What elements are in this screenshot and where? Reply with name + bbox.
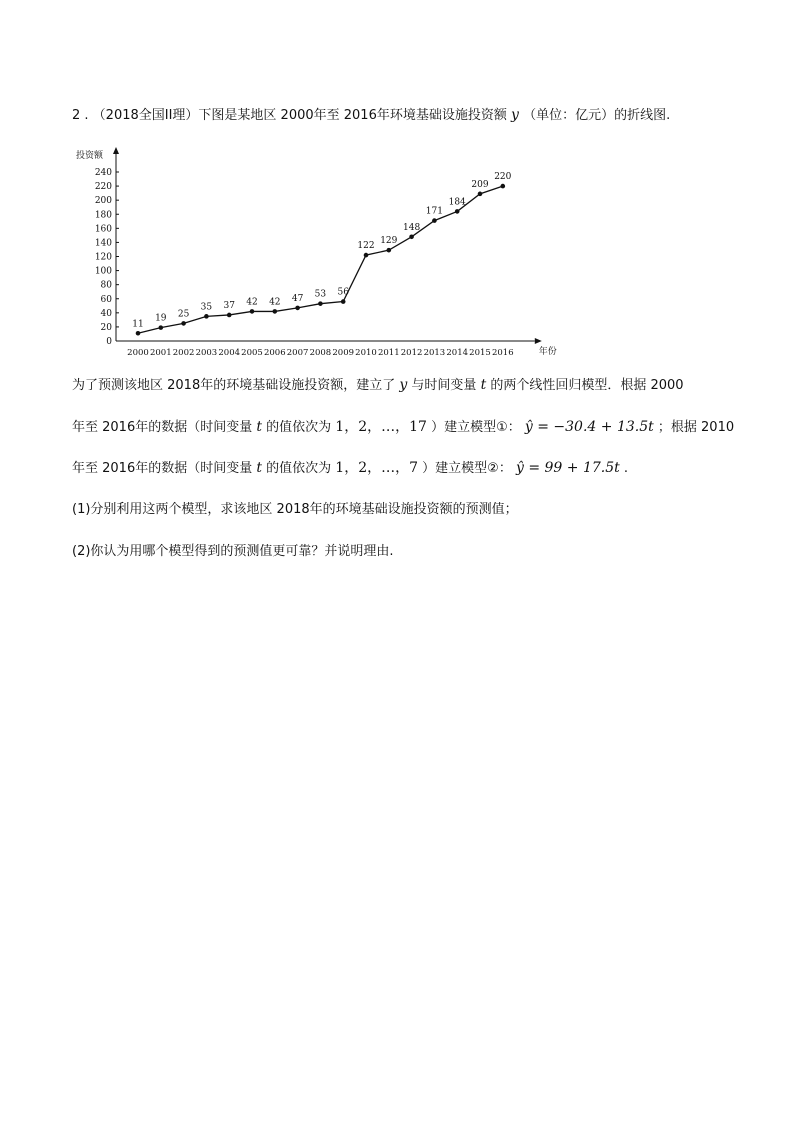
sequence-1-7: 1，2，…，7 — [335, 460, 419, 476]
y-tick-label: 100 — [94, 266, 112, 277]
data-point — [341, 299, 346, 304]
variable-t: t — [256, 460, 262, 476]
data-point — [181, 321, 186, 326]
problem-line-3-text-d: ；根据 2010 — [657, 420, 735, 435]
data-label: 122 — [357, 241, 375, 252]
data-label: 209 — [471, 179, 489, 190]
data-point — [409, 234, 414, 239]
problem-line-1-text-a: 2 . （2018全国II理）下图是某地区 2000年至 2016年环境基础设施投资额 — [72, 108, 507, 123]
y-tick-label: 200 — [94, 196, 112, 207]
data-label: 25 — [177, 309, 190, 320]
x-tick-label: 2006 — [263, 348, 286, 358]
problem-line-2-text-b: 与时间变量 — [411, 378, 477, 393]
problem-line-3-text-b: 的值依次为 — [266, 420, 332, 435]
x-tick-label: 2011 — [377, 348, 400, 358]
y-tick-label: 220 — [94, 182, 112, 193]
data-label: 129 — [380, 236, 398, 247]
x-tick-label: 2015 — [469, 348, 491, 358]
variable-t: t — [256, 419, 262, 435]
question-1: (1)分别利用这两个模型，求该地区 2018年的环境基础设施投资额的预测值； — [72, 502, 518, 517]
question-2: (2)你认为用哪个模型得到的预测值更可靠？并说明理由. — [72, 544, 394, 559]
data-label: 19 — [155, 313, 167, 324]
x-tick-label: 2014 — [446, 348, 469, 358]
problem-line-3-text-a: 年至 2016年的数据（时间变量 — [72, 420, 253, 435]
data-label: 47 — [291, 293, 304, 304]
x-tick-label: 2002 — [172, 348, 195, 358]
data-label: 11 — [132, 319, 144, 330]
y-tick-label: 240 — [94, 168, 112, 178]
problem-line-1-text-b: （单位：亿元）的折线图. — [523, 108, 671, 123]
problem-line-3 — [72, 418, 734, 437]
series-line — [138, 186, 503, 333]
problem-line-4 — [72, 459, 628, 478]
y-tick-label: 180 — [94, 210, 112, 221]
data-point — [295, 306, 300, 311]
data-label: 171 — [425, 206, 443, 217]
model-2-formula: ŷ = 99 + 17.5t — [515, 460, 620, 476]
problem-line-1 — [72, 106, 670, 125]
y-tick-label: 120 — [94, 252, 112, 263]
y-tick-label: 140 — [94, 238, 112, 249]
data-point — [432, 218, 437, 223]
x-tick-label: 2012 — [400, 348, 423, 358]
sequence-1-17: 1，2，…，17 — [335, 419, 427, 435]
data-label: 148 — [403, 222, 421, 233]
x-tick-label: 2016 — [491, 348, 514, 358]
variable-y: y — [399, 377, 408, 393]
data-point — [364, 253, 369, 258]
x-tick-label: 2010 — [355, 348, 377, 358]
data-label: 56 — [337, 287, 349, 298]
investment-line-chart — [70, 142, 557, 358]
variable-t: t — [480, 377, 487, 393]
x-tick-label: 2005 — [241, 348, 263, 358]
data-point — [204, 314, 209, 319]
data-label: 220 — [494, 172, 512, 183]
variable-y: y — [511, 107, 519, 123]
x-tick-label: 2000 — [127, 348, 149, 358]
data-point — [387, 248, 392, 253]
x-tick-label: 2003 — [195, 348, 218, 358]
y-tick-label: 160 — [94, 224, 112, 235]
data-label: 184 — [448, 197, 466, 208]
data-label: 53 — [314, 289, 327, 300]
data-point — [159, 325, 164, 330]
data-point — [250, 309, 255, 314]
data-label: 35 — [200, 302, 213, 313]
x-tick-label: 2009 — [332, 348, 355, 358]
problem-line-2-text-a: 为了预测该地区 2018年的环境基础设施投资额，建立了 — [72, 378, 396, 393]
y-axis-arrow — [113, 147, 119, 154]
data-label: 42 — [269, 297, 281, 308]
y-tick-label: 20 — [100, 322, 112, 333]
data-label: 37 — [223, 300, 235, 311]
x-tick-label: 2008 — [309, 348, 332, 358]
problem-line-2 — [72, 376, 684, 395]
problem-line-4-text-d: . — [623, 461, 629, 476]
problem-line-4-text-c: ）建立模型②： — [422, 461, 512, 476]
y-tick-label: 60 — [100, 294, 112, 305]
y-tick-label: 40 — [100, 308, 112, 319]
x-tick-label: 2013 — [423, 348, 446, 358]
data-point — [318, 301, 323, 306]
data-point — [136, 331, 141, 336]
data-point — [455, 209, 460, 214]
x-tick-label: 2004 — [218, 348, 241, 358]
y-axis-label: 投资额 — [76, 151, 104, 161]
problem-line-4-text-b: 的值依次为 — [266, 461, 332, 476]
x-axis-label: 年份 — [538, 347, 557, 357]
y-tick-label: 0 — [106, 337, 112, 347]
data-point — [227, 313, 232, 318]
y-tick-label: 80 — [100, 280, 112, 291]
problem-line-2-text-c: 的两个线性回归模型．根据 2000 — [490, 378, 684, 393]
model-1-formula: ŷ = −30.4 + 13.5t — [524, 419, 654, 435]
data-point — [273, 309, 278, 314]
data-label: 42 — [246, 297, 258, 308]
data-point — [478, 192, 483, 197]
x-tick-label: 2007 — [286, 348, 309, 358]
x-axis-arrow — [535, 338, 542, 344]
problem-line-4-text-a: 年至 2016年的数据（时间变量 — [72, 461, 253, 476]
data-point — [501, 184, 506, 189]
problem-line-3-text-c: ）建立模型①： — [431, 420, 521, 435]
x-tick-label: 2001 — [149, 348, 172, 358]
